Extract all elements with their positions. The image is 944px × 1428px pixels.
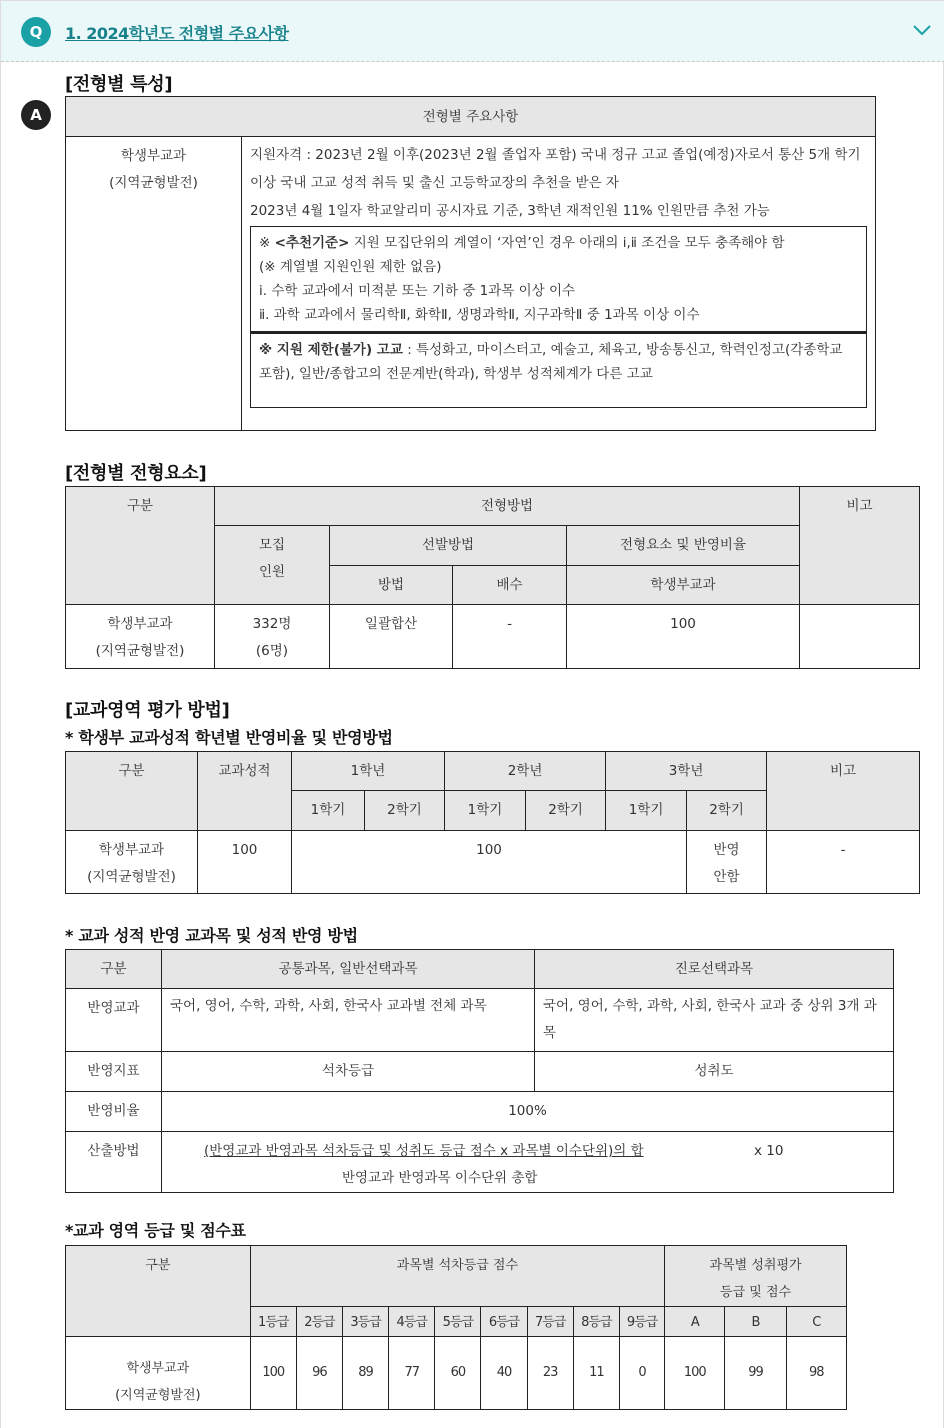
grade-score-table	[65, 1245, 847, 1410]
section-heading: [교과영역 평가 방법]	[65, 700, 230, 721]
header-grade: 8등급	[573, 1307, 619, 1337]
header-semester: 1학기	[445, 791, 526, 831]
table-row	[66, 1092, 894, 1132]
cell-score: 77	[389, 1337, 435, 1410]
cell-ach-score: 98	[786, 1337, 846, 1410]
cell-line: 학생부교과	[126, 1361, 190, 1376]
cell-last-semester	[687, 831, 767, 894]
qualification: 지원자격 : 2023년 2월 이후(2023년 2월 졸업자 포함) 국내 정규 고교 졸업(예정)자로서 통산 5개 학기 이상 국내 고교 성적 취득 및 출신 고등학교장의 추천을 받은 자	[250, 147, 861, 191]
subsection-heading: *교과 영역 등급 및 점수표	[65, 1221, 246, 1240]
header-select: 선발방법	[330, 526, 567, 566]
header-ach-grade: A	[665, 1307, 725, 1337]
restriction-box	[250, 332, 867, 408]
section-heading: [전형별 특성]	[65, 74, 173, 95]
cell-note	[800, 605, 920, 669]
section-heading: [전형별 전형요소]	[65, 463, 207, 484]
question-header[interactable]	[1, 0, 944, 62]
header-way: 방법	[330, 566, 453, 605]
question-badge: Q	[21, 17, 51, 47]
cell-line: 학생부교과	[107, 616, 173, 632]
header-line: 등급 및 점수	[720, 1285, 792, 1300]
header-note: 비고	[767, 752, 920, 831]
cell-score: 60	[435, 1337, 481, 1410]
cell-type	[66, 605, 215, 669]
table-row	[66, 989, 894, 1052]
cell-common: 석차등급	[162, 1052, 535, 1092]
header-year: 2학년	[445, 752, 606, 791]
header-grade: 5등급	[435, 1307, 481, 1337]
cell-line: 332명	[252, 616, 292, 632]
table-row	[66, 1132, 894, 1193]
cell-type	[66, 1337, 251, 1410]
formula-denominator: 반영교과 반영과목 이수단위 총합	[342, 1170, 538, 1186]
cell-ach-score: 99	[725, 1337, 786, 1410]
cell-line: (지역균형발전)	[87, 869, 176, 885]
row-label: 반영지표	[66, 1052, 162, 1092]
header-line: 모집	[258, 537, 286, 553]
cell-line: 안함	[713, 869, 740, 885]
cell-common: 국어, 영어, 수학, 과학, 사회, 한국사 교과별 전체 과목	[162, 989, 535, 1052]
table-row	[66, 1052, 894, 1092]
header-line: 인원	[258, 564, 286, 580]
cell-ratio: 100	[292, 831, 687, 894]
header-ach-grade: B	[725, 1307, 786, 1337]
answer-badge: A	[21, 100, 51, 130]
formula	[162, 1132, 894, 1193]
restriction-label: ※ 지원 제한(불가) 고교	[259, 342, 403, 358]
header-type: 구분	[66, 752, 198, 831]
cell-score: 100	[250, 1337, 296, 1410]
header-elements: 전형요소 및 반영비율	[567, 526, 800, 566]
cell-line: 학생부교과	[98, 842, 165, 858]
cell-score: 0	[619, 1337, 664, 1410]
admission-features-table	[65, 96, 876, 431]
criteria-item: ⅰ. 수학 교과에서 미적분 또는 기하 중 1과목 이상 이수	[259, 283, 576, 299]
criteria-label: <추천기준>	[274, 235, 350, 251]
cell-way: 일괄합산	[330, 605, 453, 669]
criteria-box	[250, 226, 867, 332]
header-grade: 9등급	[619, 1307, 664, 1337]
cell-multiple: -	[453, 605, 567, 669]
cell-score: 40	[481, 1337, 527, 1410]
header-semester: 1학기	[292, 791, 365, 831]
header-grade: 6등급	[481, 1307, 527, 1337]
table-row	[66, 831, 920, 894]
header-grades: 교과성적	[198, 752, 292, 831]
cell-line: (지역균형발전)	[95, 643, 185, 659]
header-semester: 2학기	[365, 791, 445, 831]
subsection-heading: * 학생부 교과성적 학년별 반영비율 및 반영방법	[65, 728, 393, 747]
admission-elements-table	[65, 486, 920, 669]
cell-ratio: 100%	[162, 1092, 894, 1132]
header-career: 진로선택과목	[535, 950, 894, 989]
header-record: 학생부교과	[567, 566, 800, 605]
header-type: 구분	[66, 950, 162, 989]
header-grade: 4등급	[389, 1307, 435, 1337]
chevron-down-icon[interactable]	[911, 19, 933, 41]
header-rank: 과목별 석차등급 점수	[250, 1246, 664, 1307]
restriction-text: : 특성화고, 마이스터고, 예술고, 체육고, 방송통신고, 학력인정고(각종학교 포함), 일반/종합고의 전문계반(학과), 학생부 성적체계가 다른 고교	[259, 342, 843, 382]
admission-type	[66, 137, 242, 431]
type-line: (지역균형발전)	[109, 175, 198, 191]
cell-ach-score: 100	[665, 1337, 725, 1410]
header-achievement	[665, 1246, 847, 1307]
cell-line: (지역균형발전)	[115, 1388, 201, 1403]
table-header: 전형별 주요사항	[66, 97, 876, 137]
note-mark: ※	[259, 235, 275, 251]
cell-grades: 100	[198, 831, 292, 894]
header-recruit	[215, 526, 330, 605]
cell-record: 100	[567, 605, 800, 669]
criteria-item: ⅱ. 과학 교과에서 물리학Ⅱ, 화학Ⅱ, 생명과학Ⅱ, 지구과학Ⅱ 중 1과목 이상 이수	[259, 307, 700, 323]
header-common: 공통과목, 일반선택과목	[162, 950, 535, 989]
admission-details	[242, 137, 876, 431]
cell-recruit	[215, 605, 330, 669]
header-ach-grade: C	[786, 1307, 846, 1337]
header-type: 구분	[66, 1246, 251, 1337]
cell-score: 23	[527, 1337, 573, 1410]
cell-note: -	[767, 831, 920, 894]
header-year: 1학년	[292, 752, 445, 791]
header-semester: 2학기	[687, 791, 767, 831]
header-grade: 3등급	[342, 1307, 388, 1337]
subject-method-table	[65, 949, 894, 1193]
row-label: 반영교과	[66, 989, 162, 1052]
cell-score: 96	[296, 1337, 342, 1410]
recommendation-limit: 2023년 4월 1일자 학교알리미 공시자료 기준, 3학년 재적인원 11% 인원만큼 추천 가능	[250, 203, 770, 219]
subsection-heading: * 교과 성적 반영 교과목 및 성적 반영 방법	[65, 926, 358, 945]
row-label: 산출방법	[66, 1132, 162, 1193]
criteria-note: (※ 계열별 지원인원 제한 없음)	[259, 259, 442, 275]
type-line: 학생부교과	[120, 148, 187, 164]
header-grade: 2등급	[296, 1307, 342, 1337]
header-semester: 2학기	[526, 791, 606, 831]
cell-career: 국어, 영어, 수학, 과학, 사회, 한국사 교과 중 상위 3개 과목	[535, 989, 894, 1052]
question-title-link[interactable]: 1. 2024학년도 전형별 주요사항	[65, 24, 289, 43]
formula-multiplier: x 10	[754, 1143, 784, 1159]
row-label: 반영비율	[66, 1092, 162, 1132]
table-row	[66, 605, 920, 669]
header-year: 3학년	[606, 752, 767, 791]
cell-line: (6명)	[255, 643, 289, 659]
cell-career: 성취도	[535, 1052, 894, 1092]
header-type: 구분	[66, 487, 215, 605]
header-note: 비고	[800, 487, 920, 605]
header-line: 과목별 성취평가	[709, 1258, 802, 1273]
cell-score: 11	[573, 1337, 619, 1410]
criteria-text: 지원 모집단위의 계열이 ‘자연’인 경우 아래의 ⅰ,ⅱ 조건을 모두 충족해야 함	[349, 235, 785, 251]
header-grade: 1등급	[250, 1307, 296, 1337]
cell-type	[66, 831, 198, 894]
year-ratio-table	[65, 751, 920, 894]
table-row	[66, 1337, 847, 1410]
cell-line: 반영	[713, 842, 740, 858]
formula-numerator: (반영교과 반영과목 석차등급 및 성취도 등급 점수 x 과목별 이수단위)의 합	[204, 1143, 644, 1159]
header-method: 전형방법	[215, 487, 800, 526]
cell-score: 89	[342, 1337, 388, 1410]
header-multiple: 배수	[453, 566, 567, 605]
header-semester: 1학기	[606, 791, 687, 831]
header-grade: 7등급	[527, 1307, 573, 1337]
